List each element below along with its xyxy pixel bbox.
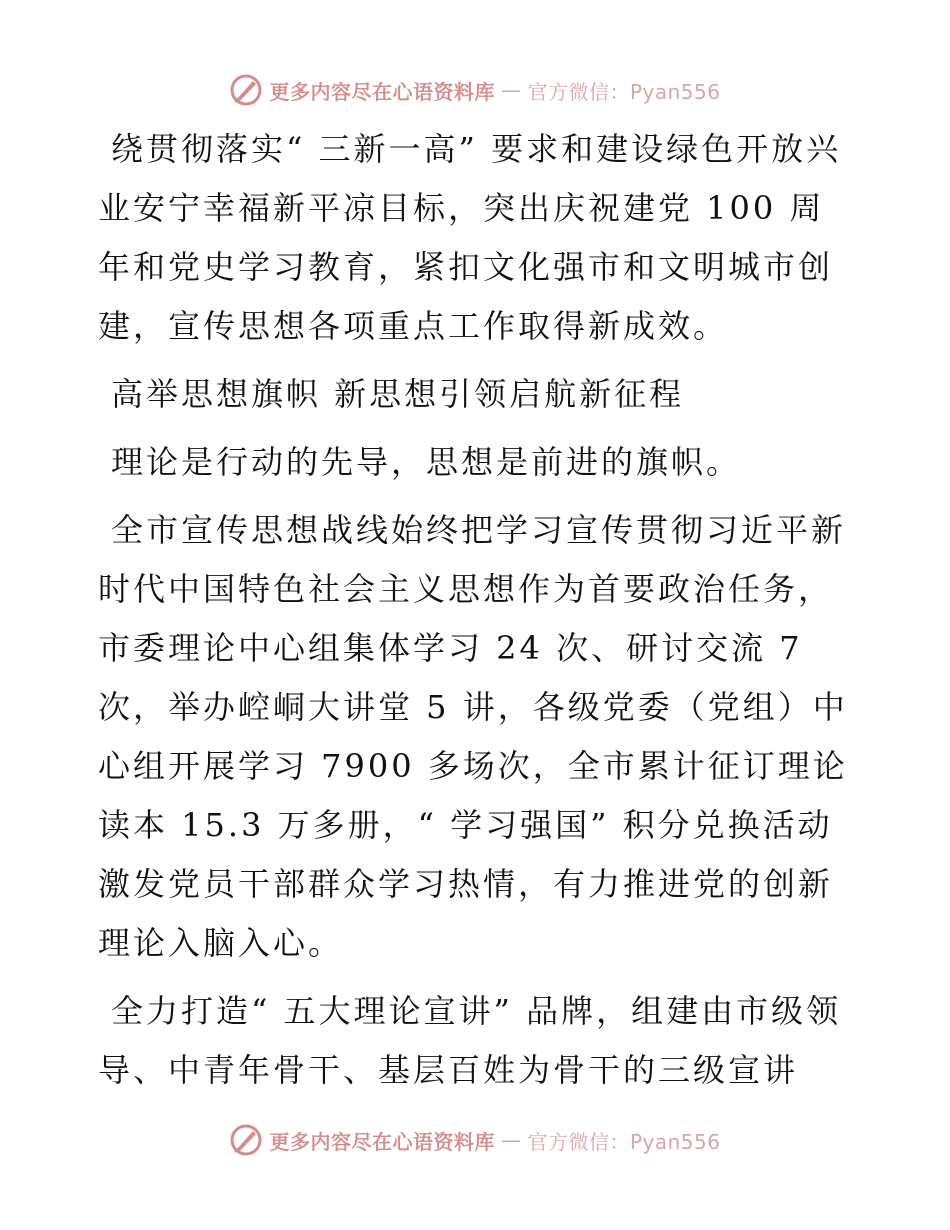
paragraph-1: 绕贯彻落实“ 三新一高” 要求和建设绿色开放兴业安宁幸福新平凉目标，突出庆祝建党 100 周年和党史学习教育，紧扣文化强市和文明城市创建，宣传思想各项重点工作取得新成效。 [98,130,842,345]
footer-watermark [0,1120,950,1160]
paragraph-4: 全力打造“ 五大理论宣讲” 品牌，组建由市级领导、中青年骨干、基层百姓为骨干的三级宣讲 [98,992,842,1089]
document-body [98,120,858,1100]
watermark-separator: — [500,78,522,102]
paragraph-2: 理论是行动的先导，思想是前进的旗帜。 [111,443,742,481]
watermark-separator: — [500,1128,522,1152]
header-watermark [0,70,950,110]
section-heading: 高举思想旗帜 新思想引领启航新征程 [111,375,685,413]
watermark-brand: 更多内容尽在心语资料库 [269,1129,495,1154]
watermark-wechat: 官方微信：Pyan556 [527,79,721,104]
quill-logo-icon [229,73,263,107]
watermark-brand: 更多内容尽在心语资料库 [269,79,495,104]
watermark-wechat: 官方微信：Pyan556 [527,1129,721,1154]
paragraph-3: 全市宣传思想战线始终把学习宣传贯彻习近平新时代中国特色社会主义思想作为首要政治任务，市委理论中心组集体学习 24 次、研讨交流 7 次，举办崆峒大讲堂 5 讲，各级党委（党组）中心组开展学习 7900 多场次，全市累计征订理论读本 15.3 万多册，“ 学习强国” 积分兑换活动激发党员干部群众学习热情，有力推进党的创新理论入脑入心。 [98,511,848,962]
quill-logo-icon [229,1123,263,1157]
